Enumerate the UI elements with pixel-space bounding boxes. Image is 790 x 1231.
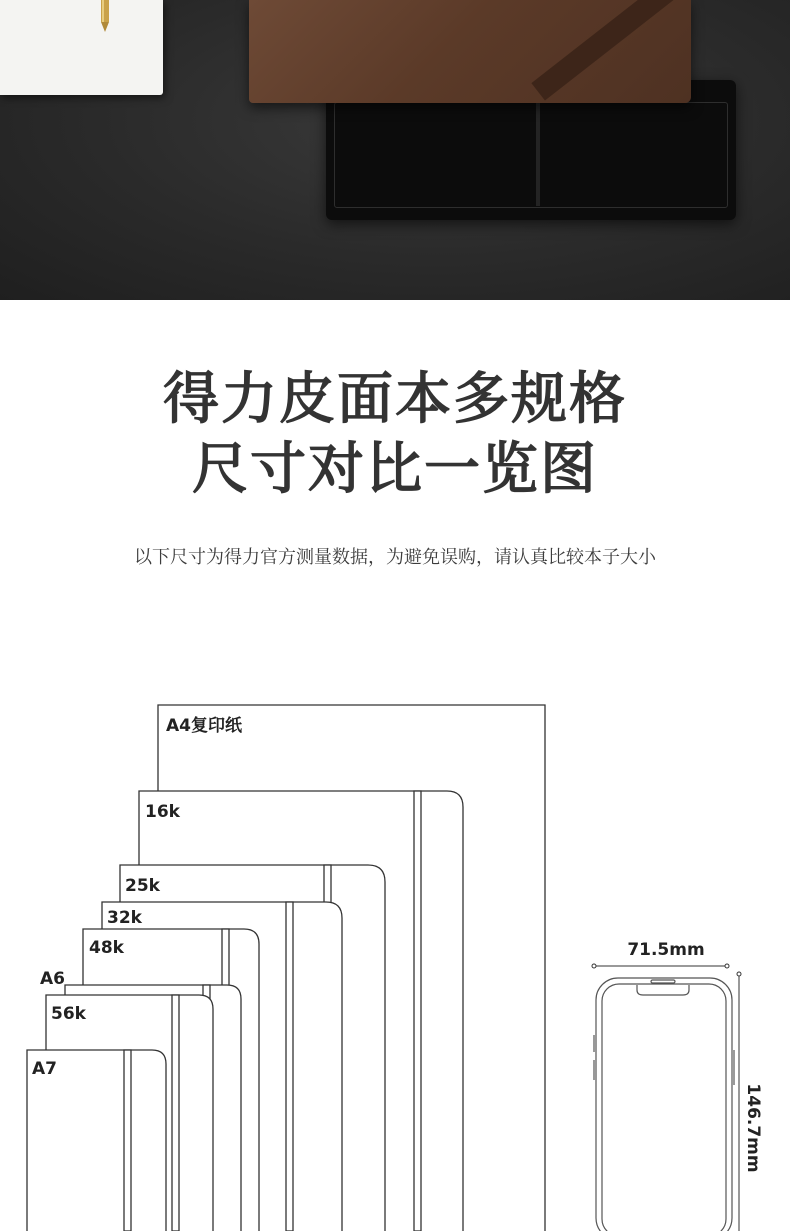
label-16k: 16k — [145, 802, 180, 822]
phone-width-dimension — [592, 964, 729, 968]
phone-height-dimension — [737, 972, 741, 1231]
label-a4: A4复印纸 — [166, 716, 242, 736]
phone-height-label: 146.7mm — [743, 1083, 763, 1173]
label-56k: 56k — [51, 1004, 86, 1024]
notebook-32k-band — [286, 902, 293, 1231]
phone-width-label: 71.5mm — [627, 940, 705, 960]
notebook-a7-band — [124, 1050, 131, 1231]
label-a7: A7 — [32, 1059, 57, 1079]
page-title-line2: 尺寸对比一览图 — [192, 437, 598, 502]
label-25k: 25k — [125, 876, 160, 896]
notebook-56k-band — [172, 995, 179, 1231]
subtitle: 以下尺寸为得力官方测量数据，为避免误购，请认真比较本子大小 — [134, 547, 656, 568]
phone-icon — [594, 978, 734, 1231]
label-48k: 48k — [89, 938, 124, 958]
notebook-16k-band — [414, 791, 421, 1231]
label-32k: 32k — [107, 908, 142, 928]
label-a6: A6 — [40, 969, 65, 989]
page-title-line1: 得力皮面本多规格 — [163, 367, 627, 432]
